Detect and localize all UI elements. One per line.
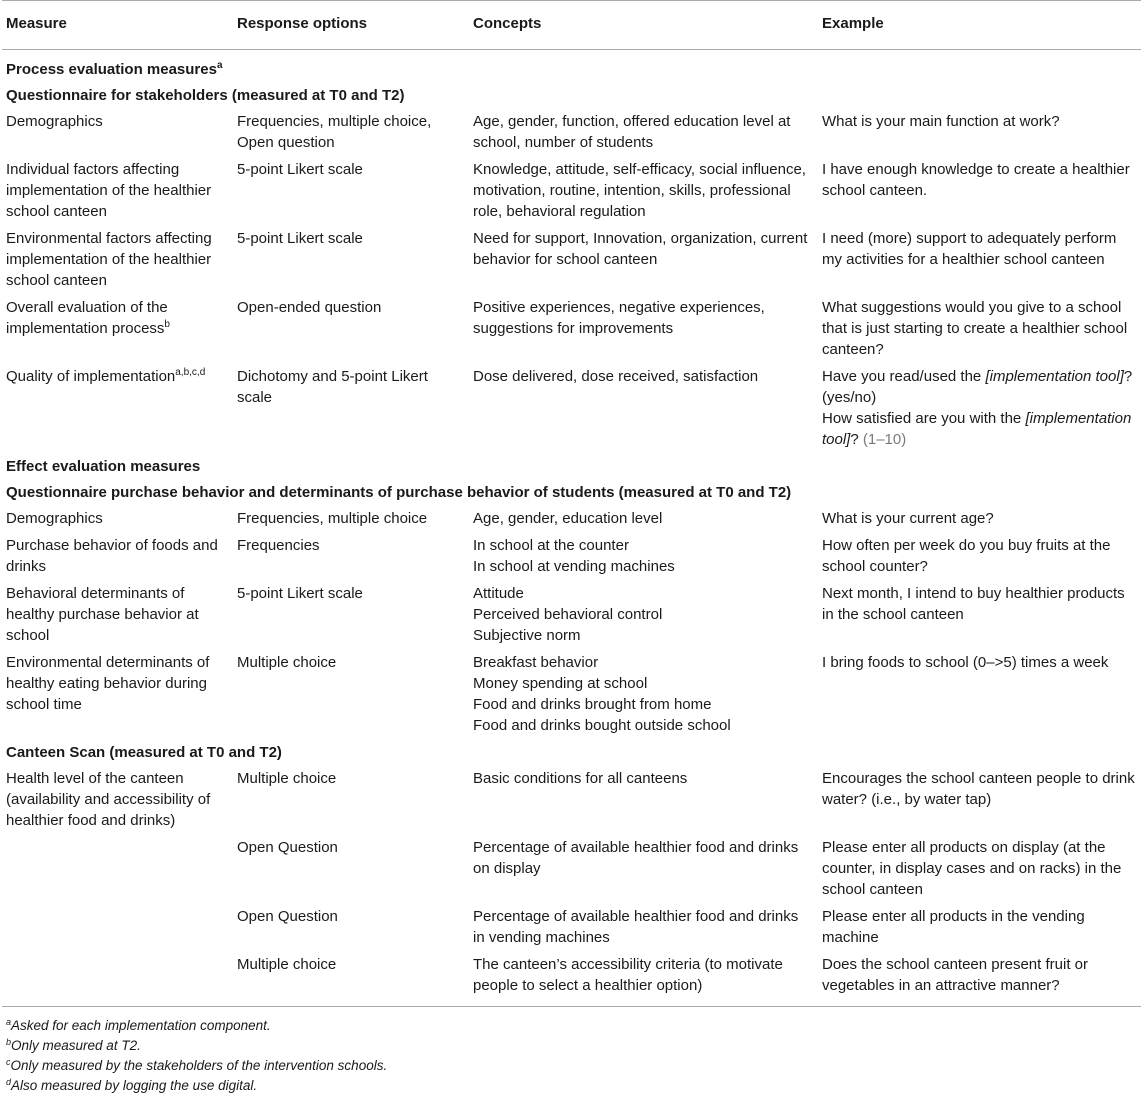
measures-table [2,0,1141,1007]
cell-example: I have enough knowledge to create a healthier school canteen. [822,160,1130,199]
cell-measure: Demographics [6,509,103,527]
footnote: $^a$Asked for each implementation component. [6,1016,271,1033]
cell-measure: Purchase behavior of foods and drinks [6,536,218,575]
cell-response: 5-point Likert scale [237,229,363,247]
concept-line: In school at vending machines [473,557,675,575]
table-row [2,904,1141,952]
cell-response: Frequencies, multiple choice, Open question [237,112,432,151]
concept-line: In school at the counter [473,536,629,554]
cell-measure: Demographics [6,112,103,130]
footnote: $^c$Only measured by the stakeholders of the intervention schools. [6,1056,388,1073]
cell-example: What is your current age? [822,509,994,527]
cell-response: 5-point Likert scale [237,160,363,178]
table-row [2,364,1141,454]
cell-measure: Individual factors affecting implementation of the healthier school canteen [6,160,212,220]
cell-concepts: Knowledge, attitude, self-efficacy, social influence, motivation, routine, intention, skills, professional role, behavioral regulation [473,160,806,220]
cell-example: I need (more) support to adequately perform my activities for a healthier school canteen [822,229,1117,268]
cell-response: Multiple choice [237,769,337,787]
table-row [2,109,1141,157]
cell-concepts: Age, gender, function, offered education level at school, number of students [473,112,791,151]
cell-concepts: Basic conditions for all canteens [473,769,688,787]
cell-concepts: Percentage of available healthier food and drinks on display [473,838,799,877]
cell-measure: Health level of the canteen (availability and accessibility of healthier food and drinks) [6,769,211,829]
cell-response: Open-ended question [237,298,382,316]
header-example: Example [818,1,1141,50]
table-row [2,766,1141,835]
subsection-title: Questionnaire for stakeholders (measured at T0 and T2) [6,87,405,104]
cell-example [818,364,1141,454]
cell-example: Next month, I intend to buy healthier products in the school canteen [822,584,1125,623]
footnotes [6,1016,1143,1096]
cell-example: How often per week do you buy fruits at the school counter? [822,536,1111,575]
concept-line: Attitude [473,584,524,602]
cell-measure [2,835,233,904]
cell-response: Dichotomy and 5-point Likert scale [237,367,428,406]
cell-concepts: The canteen’s accessibility criteria (to motivate people to select a healthier option) [469,952,818,1006]
cell-example: I bring foods to school (0–>5) times a week [822,653,1109,671]
header-response-options: Response options [233,1,469,50]
footnote: $^d$Also measured by logging the use digital. [6,1076,258,1093]
table-row [2,581,1141,650]
cell-measure: Environmental determinants of healthy eating behavior during school time [6,653,210,713]
cell-concepts: Percentage of available healthier food and drinks in vending machines [473,907,799,946]
cell-concepts: Positive experiences, negative experiences, suggestions for improvements [473,298,765,337]
concept-line: Food and drinks bought outside school [473,716,731,734]
cell-measure: Environmental factors affecting implementation of the healthier school canteen [6,229,212,289]
cell-example: Please enter all products on display (at the counter, in display cases and on racks) in the school canteen [822,838,1122,898]
cell-example: Does the school canteen present fruit or vegetables in an attractive manner? [818,952,1141,1006]
cell-concepts [469,581,818,650]
example-line: Have you read/used the [implementation tool]? (yes/no) [822,367,1133,406]
cell-example: Please enter all products in the vending machine [822,907,1085,946]
cell-measure: Overall evaluation of the implementation process$^b$ [6,298,170,337]
table-row [2,952,1141,1006]
table-row [2,295,1141,364]
subsection-row [2,83,1141,109]
cell-response: Open Question [237,838,338,856]
cell-measure: Behavioral determinants of healthy purchase behavior at school [6,584,199,644]
cell-concepts [469,650,818,740]
subsection-row [2,740,1141,766]
concept-line: Subjective norm [473,626,581,644]
cell-concepts: Dose delivered, dose received, satisfaction [473,367,759,385]
cell-response: Frequencies, multiple choice [237,509,428,527]
cell-example: What is your main function at work? [822,112,1060,130]
cell-concepts: Need for support, Innovation, organization, current behavior for school canteen [473,229,808,268]
cell-concepts: Age, gender, education level [473,509,663,527]
table-row [2,226,1141,295]
cell-example: Encourages the school canteen people to drink water? (i.e., by water tap) [822,769,1135,808]
table-row [2,835,1141,904]
subsection-title: Canteen Scan (measured at T0 and T2) [6,744,282,761]
concept-line: Perceived behavioral control [473,605,663,623]
cell-measure: Quality of implementation$^{a,b,c,d}$ [6,366,206,385]
example-line: How satisfied are you with the [implementation tool]? (1–10) [822,409,1132,448]
header-measure: Measure [2,1,233,50]
table-row [2,506,1141,533]
cell-measure [2,952,233,1006]
cell-response: Multiple choice [237,653,337,671]
cell-response: Frequencies [237,536,320,554]
subsection-title: Questionnaire purchase behavior and determinants of purchase behavior of students (measured at T0 and T2) [6,484,792,501]
table-row [2,650,1141,740]
concept-line: Food and drinks brought from home [473,695,712,713]
concept-line: Breakfast behavior [473,653,599,671]
section-row [2,50,1141,84]
section-title: Effect evaluation measures [6,458,201,475]
table-row [2,533,1141,581]
cell-response: Open Question [237,907,338,925]
subsection-row [2,480,1141,506]
table-row [2,157,1141,226]
header-row [2,1,1141,50]
cell-example: What suggestions would you give to a school that is just starting to create a healthier school canteen? [822,298,1128,358]
cell-response: Multiple choice [233,952,469,1006]
concept-line: Money spending at school [473,674,648,692]
section-row [2,454,1141,480]
cell-measure [2,904,233,952]
footnote: $^b$Only measured at T2. [6,1036,141,1053]
section-title: Process evaluation measures$^a$ [6,60,223,78]
cell-response: 5-point Likert scale [237,584,363,602]
header-concepts: Concepts [469,1,818,50]
cell-concepts [469,533,818,581]
